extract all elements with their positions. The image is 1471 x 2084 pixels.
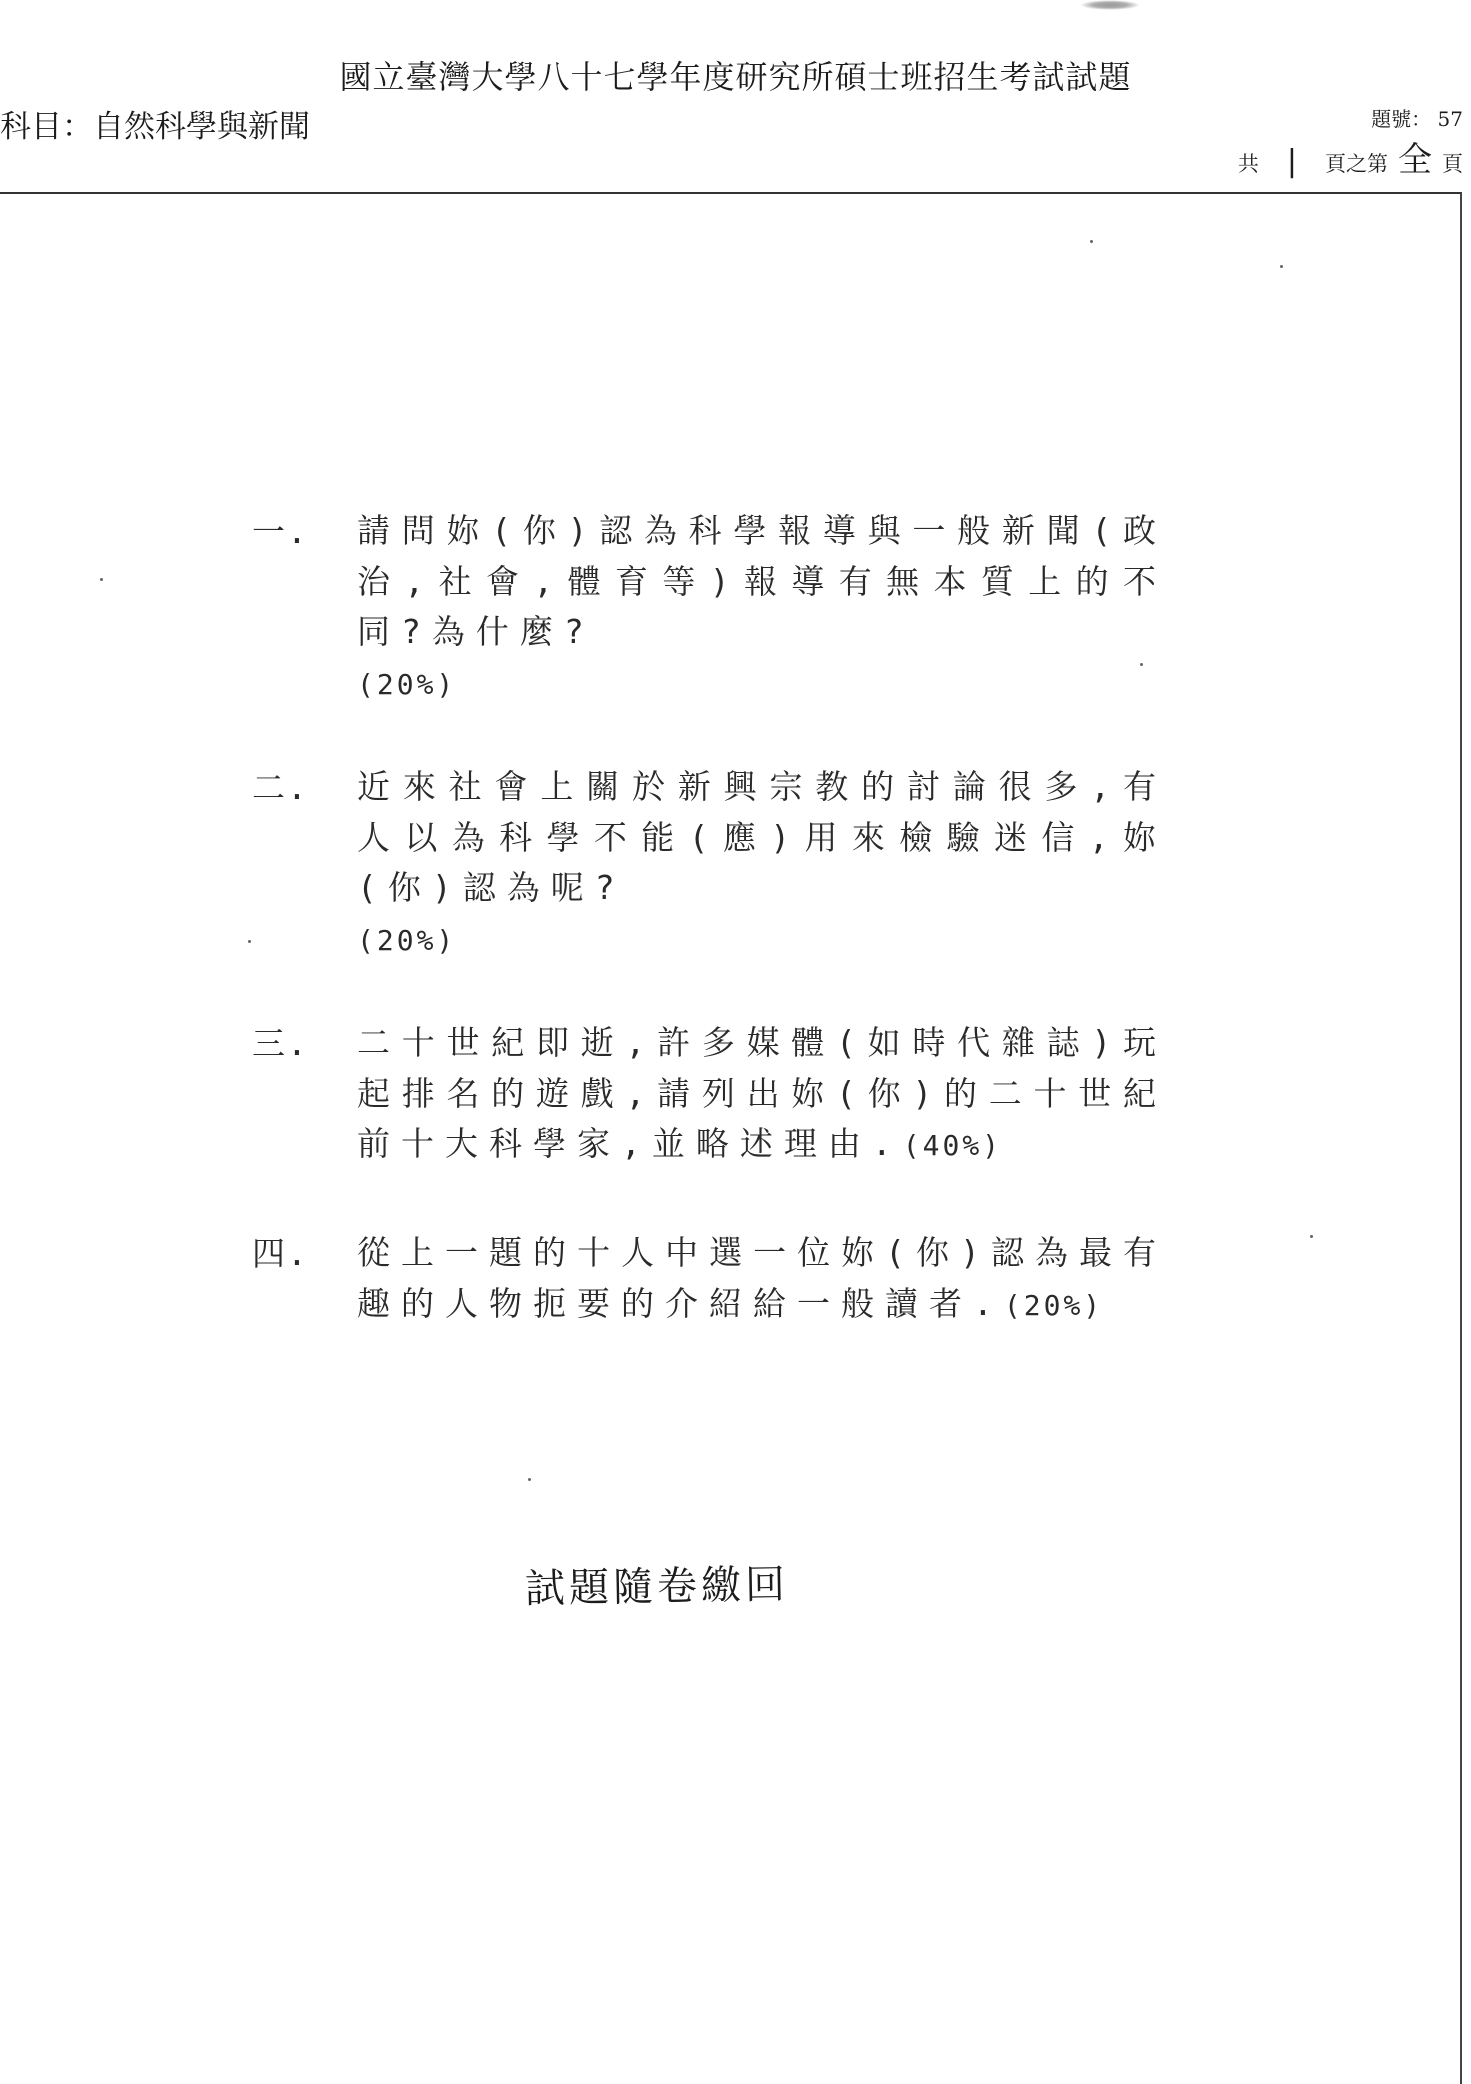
question-body [357,1018,1167,1172]
exam-title: 國立臺灣大學八十七學年度研究所碩士班招生考試試題 [339,58,1132,96]
question-number: 一. [252,512,309,551]
page-count [1237,140,1463,180]
page-total: | [1286,144,1297,179]
scan-speck [1310,1235,1313,1238]
question-weight: (40%) [902,1129,1003,1162]
question-body [357,506,1167,710]
question-1 [252,506,1167,710]
question-number: 四. [252,1234,309,1273]
question-weight: (20%) [1003,1288,1104,1322]
scan-artifact [1080,0,1140,10]
scan-speck [100,578,103,581]
page-suffix: 頁 [1442,152,1463,176]
page-middle: 頁之第 [1325,152,1388,176]
return-exam-note: 試題隨卷繳回 [524,1561,790,1613]
scan-speck [1280,265,1283,268]
question-number: 三. [252,1024,309,1063]
page-prefix: 共 [1237,152,1259,176]
scan-speck [1140,663,1143,666]
page-current: 全 [1398,140,1432,180]
question-3 [252,1018,1167,1172]
question-number: 二. [252,768,309,807]
question-text: 請問妳(你)認為科學報導與一般新聞(政治,社會,體育等)報導有無本質上的不同?為什麼? [357,511,1167,651]
question-weight: (20%) [357,923,457,957]
scan-speck [248,940,251,943]
subject-label: 科目：自然科學與新聞 [0,109,310,145]
question-text: 二十世紀即逝,許多媒體(如時代雜誌)玩起排名的遊戲,請列出妳(你)的二十世紀前十大科學家,並略述理由. [357,1023,1167,1163]
scan-speck [1090,240,1093,243]
question-4 [252,1228,1167,1331]
question-text: 從上一題的十人中選一位妳(你)認為最有趣的人物扼要的介紹給一般讀者. [357,1233,1167,1323]
question-2 [252,762,1167,966]
question-text: 近來社會上關於新興宗教的討論很多,有人以為科學不能(應)用來檢驗迷信,妳(你)認為呢? [357,767,1167,907]
question-number-label: 題號： 57 [1371,107,1463,131]
question-weight: (20%) [357,667,457,701]
scan-speck [528,1478,531,1481]
question-body [357,1228,1167,1331]
question-body [357,762,1167,966]
